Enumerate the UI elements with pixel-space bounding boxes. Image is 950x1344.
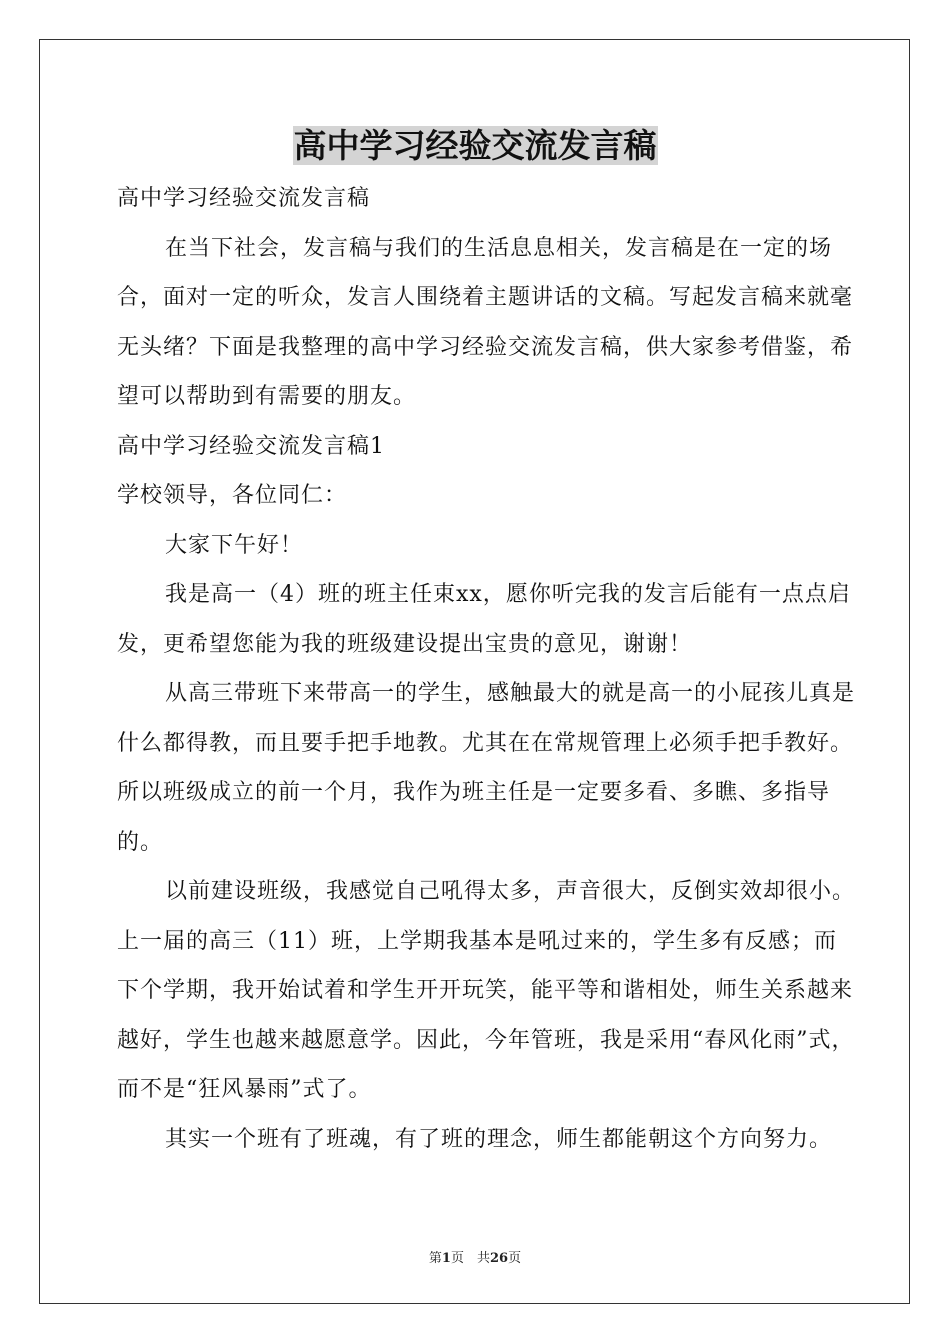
footer-middle: 页 共 bbox=[450, 1251, 490, 1266]
paragraph-subheading: 高中学习经验交流发言稿1 bbox=[117, 433, 385, 459]
paragraph-greeting: 大家下午好！ bbox=[165, 532, 304, 558]
paragraph-body: 我是高一（4）班的班主任束xx，愿你听完我的发言后能有一点点启发，更希望您能为我的班级建设提出宝贵的意见，谢谢！ bbox=[117, 582, 851, 657]
page-footer bbox=[0, 1247, 950, 1266]
paragraph-intro: 在当下社会，发言稿与我们的生活息息相关，发言稿是在一定的场合，面对一定的听众，发言人围绕着主题讲话的文稿。写起发言稿来就毫无头绪？下面是我整理的高中学习经验交流发言稿，供大家参考借鉴，希望可以帮助到有需要的朋友。 bbox=[117, 235, 854, 409]
paragraph-body: 从高三带班下来带高一的学生，感触最大的就是高一的小屁孩儿真是什么都得教，而且要手把手地教。尤其在在常规管理上必须手把手教好。所以班级成立的前一个月，我作为班主任是一定要多看、多瞧、多指导的。 bbox=[117, 681, 856, 855]
document-title bbox=[0, 124, 950, 168]
footer-prefix: 第 bbox=[428, 1251, 442, 1266]
document-title-text: 高中学习经验交流发言稿 bbox=[293, 126, 657, 165]
document-body bbox=[117, 174, 857, 1164]
paragraph-heading: 高中学习经验交流发言稿 bbox=[117, 186, 371, 211]
paragraph-body: 其实一个班有了班魂，有了班的理念，师生都能朝这个方向努力。 bbox=[165, 1126, 833, 1152]
footer-total-pages: 26 bbox=[489, 1251, 509, 1266]
paragraph-body: 以前建设班级，我感觉自己吼得太多，声音很大，反倒实效却很小。上一届的高三（11）班，上学期我基本是吼过来的，学生多有反感；而下个学期，我开始试着和学生开开玩笑，能平等和谐相处，师生关系越来越好，学生也越来越愿意学。因此，今年管班，我是采用“春风化雨”式，而不是“狂风暴雨”式了。 bbox=[117, 879, 856, 1102]
footer-suffix: 页 bbox=[508, 1251, 522, 1266]
paragraph-salutation: 学校领导，各位同仁： bbox=[117, 483, 348, 508]
footer-page-number: 1 bbox=[441, 1251, 451, 1266]
